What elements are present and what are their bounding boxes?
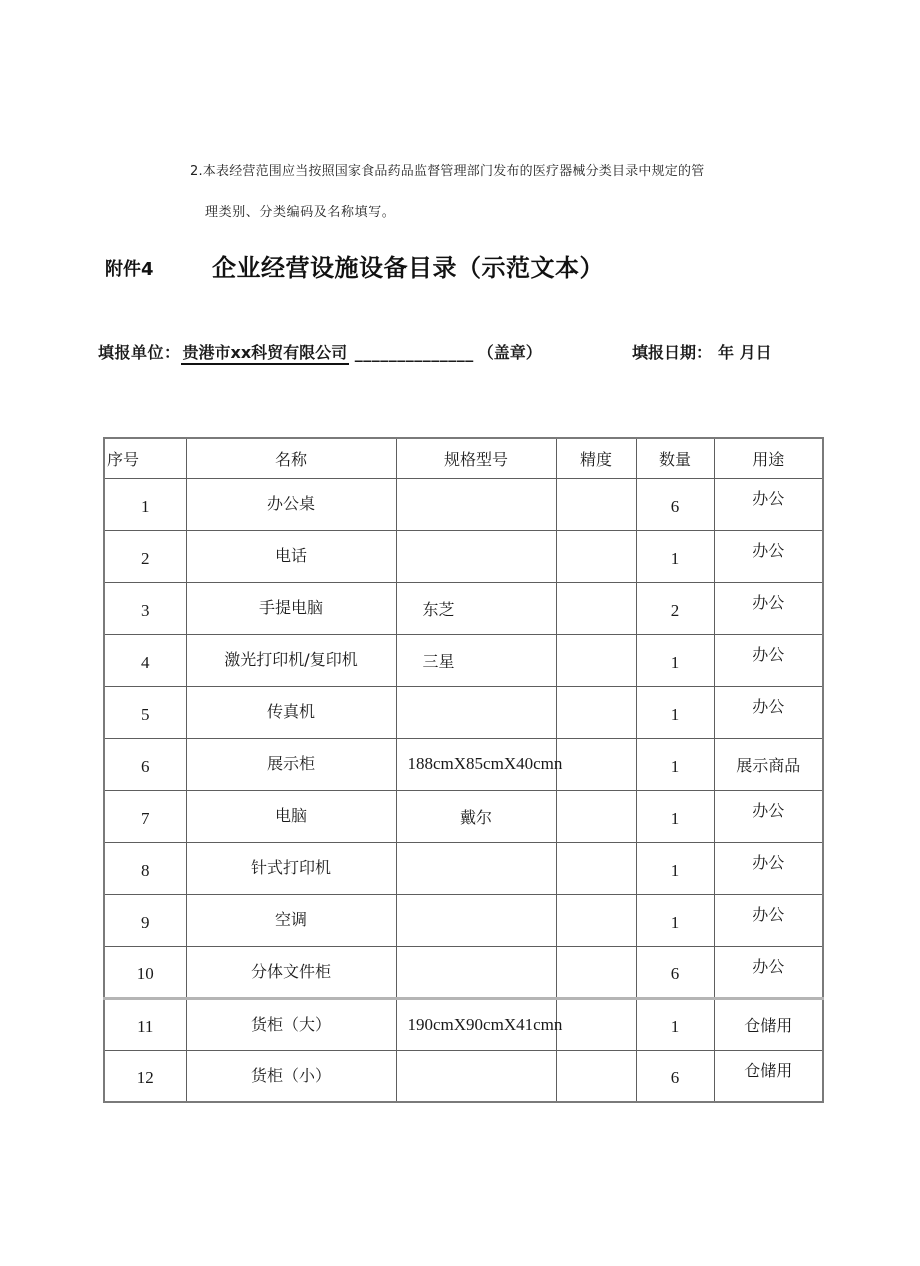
cell-spec: 东芝 [396, 582, 556, 634]
table-row [104, 790, 823, 842]
cell-use: 办公 [714, 842, 823, 894]
cell-precision [556, 582, 636, 634]
cell-qty: 2 [636, 582, 714, 634]
cell-seq: 6 [104, 738, 186, 790]
cell-qty: 1 [636, 686, 714, 738]
cell-name: 电脑 [186, 790, 396, 842]
cell-precision [556, 1050, 636, 1102]
table-row [104, 738, 823, 790]
table-row [104, 894, 823, 946]
cell-name: 展示柜 [186, 738, 396, 790]
cell-use: 展示商品 [714, 738, 823, 790]
table-row [104, 686, 823, 738]
cell-use: 办公 [714, 946, 823, 998]
cell-qty: 6 [636, 946, 714, 998]
cell-seq: 3 [104, 582, 186, 634]
form-unit-value: 贵港市xx科贸有限公司 [181, 343, 350, 365]
cell-spec [396, 1050, 556, 1102]
cell-precision [556, 738, 636, 790]
cell-spec: 戴尔 [396, 790, 556, 842]
cell-seq: 5 [104, 686, 186, 738]
cell-name: 分体文件柜 [186, 946, 396, 998]
header-cell-precision: 精度 [556, 438, 636, 478]
cell-spec [396, 894, 556, 946]
header-cell-use: 用途 [714, 438, 823, 478]
header-cell-qty: 数量 [636, 438, 714, 478]
cell-name: 货柜（小） [186, 1050, 396, 1102]
cell-name: 传真机 [186, 686, 396, 738]
cell-seq: 9 [104, 894, 186, 946]
cell-name: 针式打印机 [186, 842, 396, 894]
header-cell-name: 名称 [186, 438, 396, 478]
cell-precision [556, 998, 636, 1050]
form-date-value: 年 月日 [718, 343, 772, 362]
cell-precision [556, 790, 636, 842]
cell-precision [556, 894, 636, 946]
table-row [104, 946, 823, 998]
cell-precision [556, 478, 636, 530]
cell-name: 空调 [186, 894, 396, 946]
cell-seq: 10 [104, 946, 186, 998]
header-cell-seq: 序号 [104, 438, 186, 478]
cell-use: 办公 [714, 894, 823, 946]
cell-name: 办公桌 [186, 478, 396, 530]
cell-precision [556, 842, 636, 894]
cell-precision [556, 946, 636, 998]
table-row [104, 582, 823, 634]
note-line-1: 2.本表经营范围应当按照国家食品药品监督管理部门发布的医疗器械分类目录中规定的管 [190, 164, 705, 179]
cell-spec [396, 842, 556, 894]
cell-seq: 4 [104, 634, 186, 686]
table-row [104, 842, 823, 894]
cell-seq: 7 [104, 790, 186, 842]
cell-seq: 1 [104, 478, 186, 530]
cell-qty: 1 [636, 530, 714, 582]
form-date-group [632, 340, 772, 363]
title-row [0, 246, 920, 286]
cell-use: 办公 [714, 686, 823, 738]
header-cell-spec: 规格型号 [396, 438, 556, 478]
note-line-2: 理类别、分类编码及名称填写。 [205, 205, 396, 220]
cell-spec: 188cmX85cmX40cmn [396, 738, 556, 790]
cell-spec [396, 478, 556, 530]
cell-name: 货柜（大） [186, 998, 396, 1050]
cell-use: 仓储用 [714, 998, 823, 1050]
equipment-table [103, 437, 824, 1103]
table-header-row [104, 438, 823, 478]
cell-qty: 1 [636, 634, 714, 686]
form-unit-label: 填报单位： [98, 343, 181, 362]
cell-qty: 1 [636, 894, 714, 946]
cell-use: 办公 [714, 790, 823, 842]
page-title: 企业经营设施设备目录（示范文本） [212, 254, 604, 282]
form-unit-group [98, 340, 542, 363]
form-blank-line: ______________ [354, 343, 474, 362]
cell-spec: 三星 [396, 634, 556, 686]
cell-seq: 2 [104, 530, 186, 582]
cell-spec: 190cmX90cmX41cmn [396, 998, 556, 1050]
cell-use: 仓储用 [714, 1050, 823, 1102]
table-row [104, 1050, 823, 1102]
cell-use: 办公 [714, 582, 823, 634]
cell-qty: 6 [636, 1050, 714, 1102]
cell-spec [396, 530, 556, 582]
cell-qty: 6 [636, 478, 714, 530]
table-row [104, 634, 823, 686]
cell-spec [396, 946, 556, 998]
cell-precision [556, 530, 636, 582]
cell-qty: 1 [636, 790, 714, 842]
form-seal-label: （盖章） [477, 343, 542, 362]
cell-use: 办公 [714, 478, 823, 530]
table-row [104, 530, 823, 582]
cell-seq: 8 [104, 842, 186, 894]
cell-precision [556, 686, 636, 738]
cell-qty: 1 [636, 738, 714, 790]
table-row [104, 998, 823, 1050]
cell-qty: 1 [636, 842, 714, 894]
cell-seq: 11 [104, 998, 186, 1050]
cell-spec [396, 686, 556, 738]
form-line [0, 340, 920, 368]
cell-use: 办公 [714, 634, 823, 686]
cell-qty: 1 [636, 998, 714, 1050]
form-date-label: 填报日期： [632, 343, 713, 362]
table-row [104, 478, 823, 530]
cell-name: 激光打印机/复印机 [186, 634, 396, 686]
cell-seq: 12 [104, 1050, 186, 1102]
cell-name: 电话 [186, 530, 396, 582]
cell-name: 手提电脑 [186, 582, 396, 634]
attachment-label: 附件4 [105, 259, 154, 280]
cell-use: 办公 [714, 530, 823, 582]
cell-precision [556, 634, 636, 686]
